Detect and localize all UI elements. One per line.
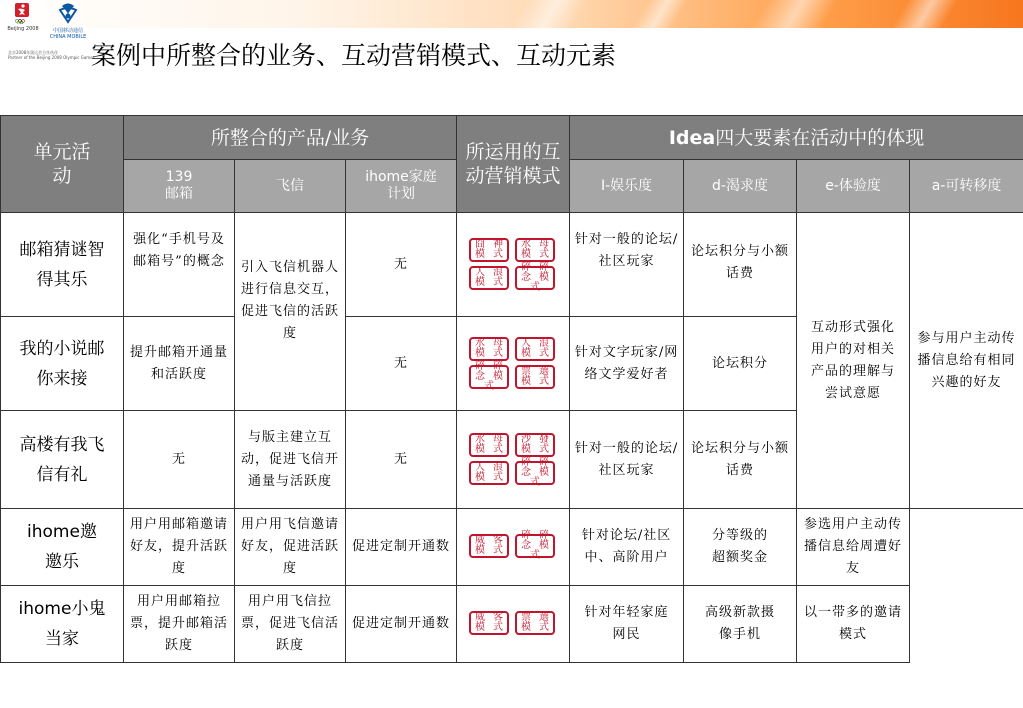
- activity-cell: ihome小鬼当家: [1, 586, 124, 663]
- seal-glyph: 人: [475, 461, 486, 473]
- logo-area: [4, 2, 95, 60]
- seal-glyph: 式: [539, 622, 550, 633]
- fetion-cell: 用户用飞信拉票，促进飞信活跃度: [235, 586, 346, 663]
- seal-glyph: 碎: [521, 456, 532, 468]
- seal-badge: [469, 433, 509, 457]
- seal-glyph: 票: [521, 612, 532, 623]
- mailbox-cell: 用户用邮箱邀请好友，提升活跃度: [124, 509, 235, 586]
- ihome-cell: 无: [346, 213, 457, 317]
- seal-glyph: 囧: [475, 238, 486, 250]
- seal-glyph: 式: [484, 380, 495, 392]
- table-row: [1, 586, 1023, 663]
- logo-footer: [8, 50, 98, 60]
- seal-glyph: 式: [493, 622, 504, 633]
- seal-badge: [469, 266, 509, 290]
- seal-glyph: 選: [539, 365, 550, 377]
- seal-group: [457, 530, 569, 561]
- seal-badge: [515, 433, 555, 457]
- seal-glyph: 式: [493, 276, 504, 288]
- seal-glyph: 模: [521, 248, 532, 260]
- seal-glyph: 式: [530, 550, 541, 561]
- seal-glyph: 模: [475, 545, 486, 556]
- china-mobile-caption: 中国移动通信 CHINA MOBILE: [49, 28, 87, 40]
- seal-badge: [469, 534, 509, 558]
- header-i: I-娱乐度: [570, 160, 684, 213]
- header-unit-activity: 单元活动: [1, 116, 124, 213]
- seal-glyph: 母: [493, 433, 504, 445]
- seals-cell: [457, 317, 570, 411]
- fetion-cell: 引入飞信机器人进行信息交互，促进飞信的活跃度: [235, 213, 346, 411]
- mailbox-cell: 用户用邮箱拉票，提升邮箱活跃度: [124, 586, 235, 663]
- seal-glyph: 人: [521, 337, 532, 349]
- seal-group: [457, 433, 569, 487]
- seals-cell: [457, 509, 570, 586]
- seal-glyph: 模: [521, 622, 532, 633]
- header-d: d-渴求度: [684, 160, 797, 213]
- activity-cell: ihome邀邀乐: [1, 509, 124, 586]
- ihome-cell: 促进定制开通数: [346, 586, 457, 663]
- seal-badge: [515, 238, 555, 262]
- seal-glyph: 式: [530, 476, 541, 488]
- seal-glyph: 母: [539, 238, 550, 250]
- header-products: 所整合的产品/业务: [124, 116, 457, 160]
- seal-badge: [515, 456, 555, 488]
- seal-group: [457, 238, 569, 292]
- fetion-cell: 与版主建立互动，促进飞信开通量与活跃度: [235, 411, 346, 509]
- seal-glyph: 式: [539, 375, 550, 387]
- d-cell: 论坛积分与小额话费: [684, 411, 797, 509]
- header-idea-bold: Idea: [668, 126, 716, 149]
- activity-cell: 高楼有我飞信有礼: [1, 411, 124, 509]
- seal-badge: [515, 611, 555, 635]
- seal-glyph: 票: [521, 365, 532, 377]
- seal-badge: [515, 337, 555, 361]
- seal-glyph: 碎: [539, 456, 550, 468]
- seal-glyph: 客: [493, 612, 504, 623]
- i-cell: 针对一般的论坛/社区玩家: [570, 213, 684, 317]
- fetion-cell: 用户用飞信邀请好友，促进活跃度: [235, 509, 346, 586]
- seal-glyph: 式: [539, 248, 550, 260]
- seal-glyph: 水: [475, 433, 486, 445]
- seal-glyph: 水: [521, 238, 532, 250]
- seal-badge: [515, 365, 555, 389]
- beijing-olympics-logo: [4, 2, 42, 46]
- seal-glyph: 模: [475, 443, 486, 455]
- seal-glyph: 式: [493, 443, 504, 455]
- mailbox-cell: 无: [124, 411, 235, 509]
- a-cell: 参与用户主动传播信息给有相同兴趣的好友: [910, 213, 1023, 509]
- ihome-cell: 无: [346, 317, 457, 411]
- seal-glyph: 神: [493, 238, 504, 250]
- seals-cell: [457, 411, 570, 509]
- seal-badge: [469, 461, 509, 485]
- seal-badge: [515, 261, 555, 293]
- seal-badge: [469, 611, 509, 635]
- page-title: 案例中所整合的业务、互动营销模式、互动元素: [91, 41, 617, 70]
- a-cell: 以一带多的邀请模式: [797, 586, 910, 663]
- header-mailbox: 139邮箱: [124, 160, 235, 213]
- seal-glyph: 模: [475, 347, 486, 359]
- seal-glyph: 模: [475, 471, 486, 483]
- header-e: e-体验度: [797, 160, 910, 213]
- d-cell: 论坛积分: [684, 317, 797, 411]
- seal-glyph: 模: [521, 347, 532, 359]
- seal-glyph: 模: [475, 276, 486, 288]
- i-cell: 针对年轻家庭网民: [570, 586, 684, 663]
- seal-glyph: 念: [475, 370, 486, 382]
- seal-glyph: 浪: [493, 266, 504, 278]
- beijing-caption: Beijing 2008: [7, 26, 39, 32]
- i-cell: 针对文字玩家/网络文学爱好者: [570, 317, 684, 411]
- seals-cell: [457, 586, 570, 663]
- seal-glyph: 威: [475, 612, 486, 623]
- seal-glyph: 模: [539, 271, 550, 283]
- header-idea-rest: 四大要素在活动中的体现: [715, 126, 925, 149]
- seal-glyph: 發: [539, 433, 550, 445]
- seal-glyph: 沙: [521, 433, 532, 445]
- seal-glyph: 碎: [475, 360, 486, 372]
- seal-glyph: 念: [521, 271, 532, 283]
- seal-glyph: 碎: [493, 360, 504, 372]
- seal-glyph: 母: [493, 337, 504, 349]
- seal-glyph: 式: [493, 248, 504, 260]
- logo-footer-en: Partner of the Beijing 2008 Olympic Games: [8, 55, 95, 60]
- seal-glyph: 念: [521, 540, 532, 551]
- header-fetion: 飞信: [235, 160, 346, 213]
- seal-glyph: 式: [493, 545, 504, 556]
- cases-table: [0, 115, 1023, 663]
- seal-badge: [469, 360, 509, 392]
- seal-glyph: 碎: [539, 530, 550, 541]
- header-row-1: [1, 116, 1023, 160]
- seal-glyph: 式: [539, 347, 550, 359]
- ihome-cell: 促进定制开通数: [346, 509, 457, 586]
- table-row: [1, 213, 1023, 317]
- seals-cell: [457, 213, 570, 317]
- header-a: a-可转移度: [910, 160, 1023, 213]
- activity-cell: 我的小说邮你来接: [1, 317, 124, 411]
- seal-glyph: 模: [521, 375, 532, 387]
- i-cell: 针对论坛/社区中、高阶用户: [570, 509, 684, 586]
- china-mobile-logo: [46, 2, 90, 46]
- i-cell: 针对一般的论坛/社区玩家: [570, 411, 684, 509]
- seal-glyph: 碎: [521, 530, 532, 541]
- seal-glyph: 式: [493, 471, 504, 483]
- d-cell: 分等级的超额奖金: [684, 509, 797, 586]
- d-cell: 论坛积分与小额话费: [684, 213, 797, 317]
- seal-glyph: 客: [493, 535, 504, 546]
- seal-glyph: 模: [539, 466, 550, 478]
- seal-badge: [469, 238, 509, 262]
- seal-glyph: 模: [521, 443, 532, 455]
- logo-footer-cn: 北京2008年奥运会合作伙伴: [8, 50, 59, 55]
- seal-glyph: 浪: [539, 337, 550, 349]
- mailbox-cell: 提升邮箱开通量和活跃度: [124, 317, 235, 411]
- seal-glyph: 模: [493, 370, 504, 382]
- seal-group: [457, 337, 569, 391]
- seal-glyph: 水: [475, 337, 486, 349]
- seal-glyph: 模: [475, 248, 486, 260]
- beijing-emblem-icon: [14, 2, 30, 24]
- table-row: [1, 509, 1023, 586]
- seal-badge: [469, 337, 509, 361]
- header-idea: [570, 116, 1023, 160]
- header-marketing-mode: 所运用的互动营销模式: [457, 116, 570, 213]
- seal-glyph: 模: [475, 622, 486, 633]
- seal-glyph: 式: [539, 443, 550, 455]
- d-cell: 高级新款摄像手机: [684, 586, 797, 663]
- header-band: [0, 0, 1023, 28]
- china-mobile-icon: [46, 2, 90, 28]
- seal-glyph: 式: [493, 347, 504, 359]
- seal-glyph: 碎: [539, 261, 550, 273]
- ihome-cell: 无: [346, 411, 457, 509]
- header-ihome: ihome家庭计划: [346, 160, 457, 213]
- seal-glyph: 念: [521, 466, 532, 478]
- activity-cell: 邮箱猜谜智得其乐: [1, 213, 124, 317]
- seal-glyph: 式: [530, 281, 541, 293]
- seal-glyph: 選: [539, 612, 550, 623]
- seal-badge: [515, 530, 555, 561]
- seal-glyph: 浪: [493, 461, 504, 473]
- seal-glyph: 模: [539, 540, 550, 551]
- seal-glyph: 碎: [521, 261, 532, 273]
- a-cell: 参选用户主动传播信息给周遭好友: [797, 509, 910, 586]
- seal-group: [457, 611, 569, 637]
- e-cell: 互动形式强化用户的对相关产品的理解与尝试意愿: [797, 213, 910, 509]
- seal-glyph: 人: [475, 266, 486, 278]
- seal-glyph: 威: [475, 535, 486, 546]
- mailbox-cell: 强化“手机号及邮箱号”的概念: [124, 213, 235, 317]
